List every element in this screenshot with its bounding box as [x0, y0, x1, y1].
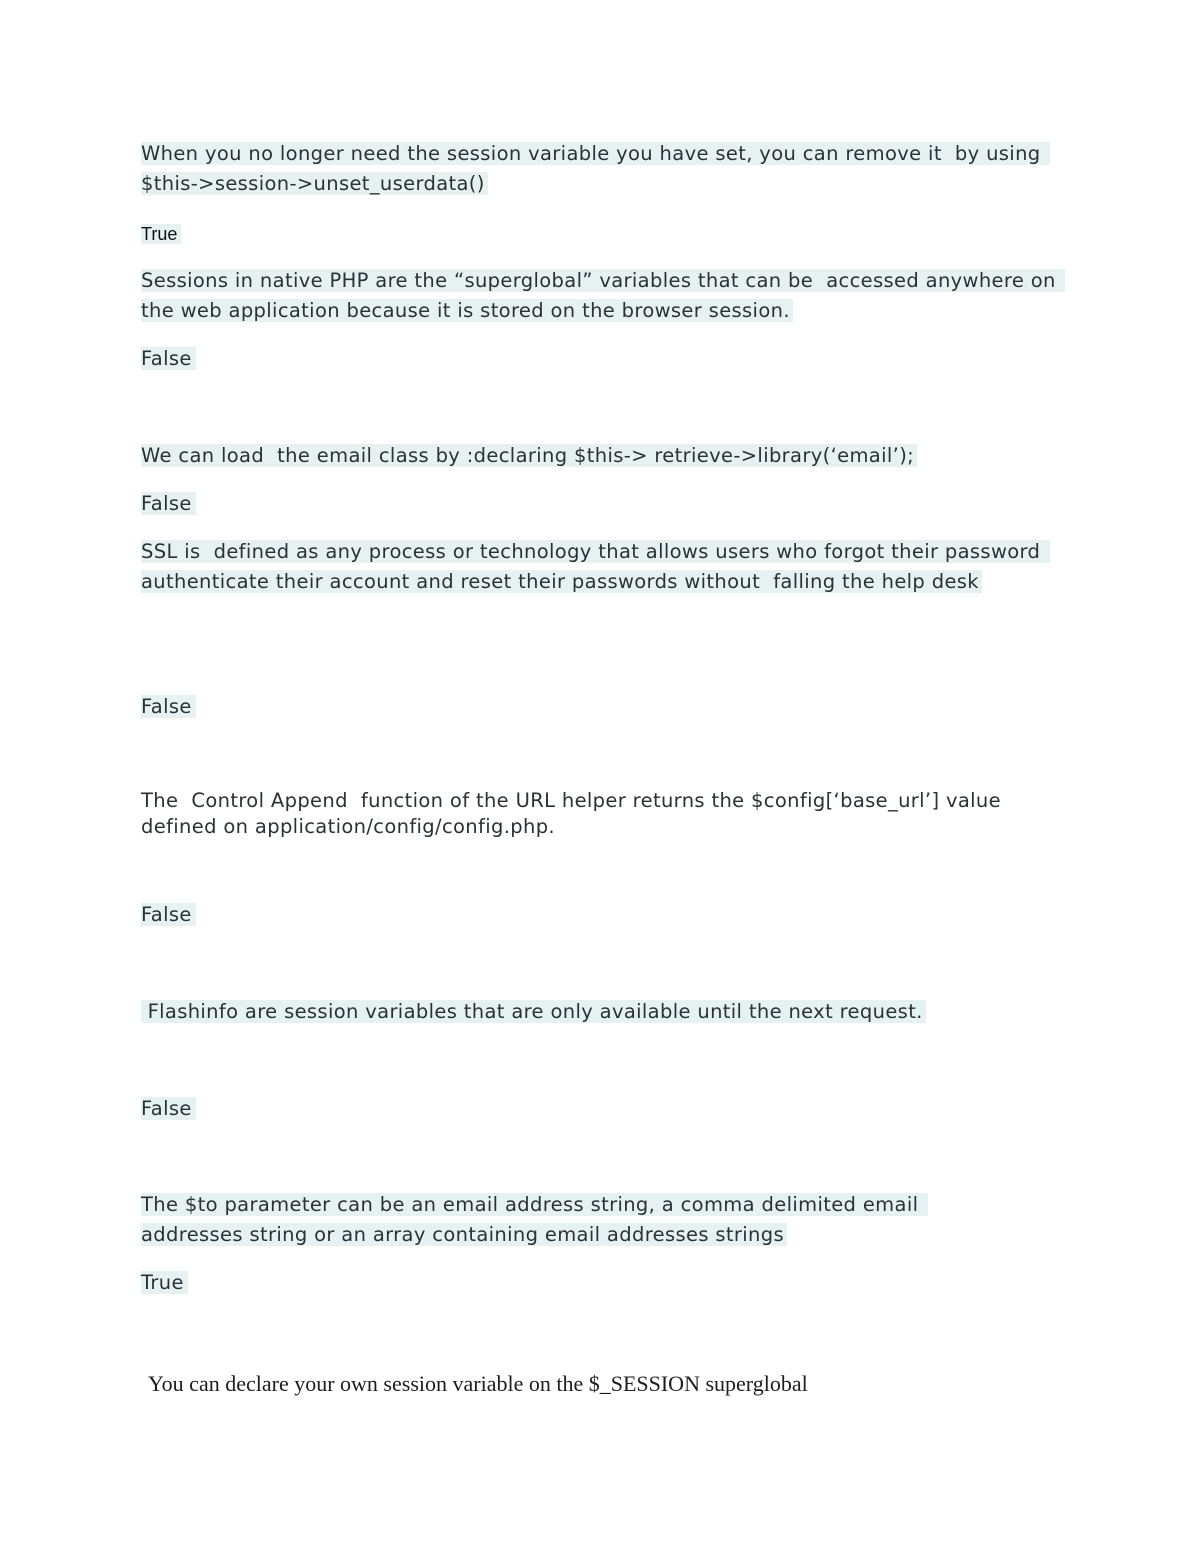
question-8-text: You can declare your own session variable on the $_SESSION superglobal	[148, 1371, 808, 1396]
answer-3	[141, 489, 196, 518]
question-4	[141, 537, 1056, 596]
question-5-text: The Control Append function of the URL helper returns the $config[‘base_url’] value defined on application/config/config.php.	[141, 789, 1008, 838]
answer-7	[141, 1268, 188, 1297]
question-6	[141, 997, 1061, 1027]
answer-7-text: True	[141, 1271, 188, 1294]
answer-6-text: False	[141, 1097, 196, 1120]
question-8	[148, 1370, 808, 1398]
answer-5-text: False	[141, 903, 196, 926]
question-2	[141, 266, 1061, 325]
question-1-text: When you no longer need the session variable you have set, you can remove it by using $this->session->unset_userdata()	[141, 142, 1050, 195]
question-5	[141, 788, 1021, 840]
question-7-text: The $to parameter can be an email address string, a comma delimited email addresses string or an array containing email addresses strings	[141, 1193, 928, 1246]
question-7	[141, 1190, 1021, 1249]
answer-5	[141, 900, 196, 929]
answer-2-text: False	[141, 347, 196, 370]
question-1	[141, 139, 1061, 198]
question-6-text: Flashinfo are session variables that are only available until the next request.	[141, 1000, 926, 1023]
answer-6	[141, 1094, 196, 1123]
answer-3-text: False	[141, 492, 196, 515]
answer-2	[141, 344, 196, 373]
answer-4	[141, 692, 196, 721]
question-3-text: We can load the email class by :declaring $this-> retrieve->library(‘email’);	[141, 444, 917, 467]
answer-1-text: True	[141, 224, 181, 244]
answer-4-text: False	[141, 695, 196, 718]
answer-1	[141, 219, 181, 249]
question-2-text: Sessions in native PHP are the “superglobal” variables that can be accessed anywhere on the web application because it is stored on the browser session.	[141, 269, 1065, 322]
question-4-text: SSL is defined as any process or technology that allows users who forgot their password authenticate their account and reset their passwords without falling the help desk	[141, 540, 1050, 593]
question-3	[141, 441, 1061, 471]
